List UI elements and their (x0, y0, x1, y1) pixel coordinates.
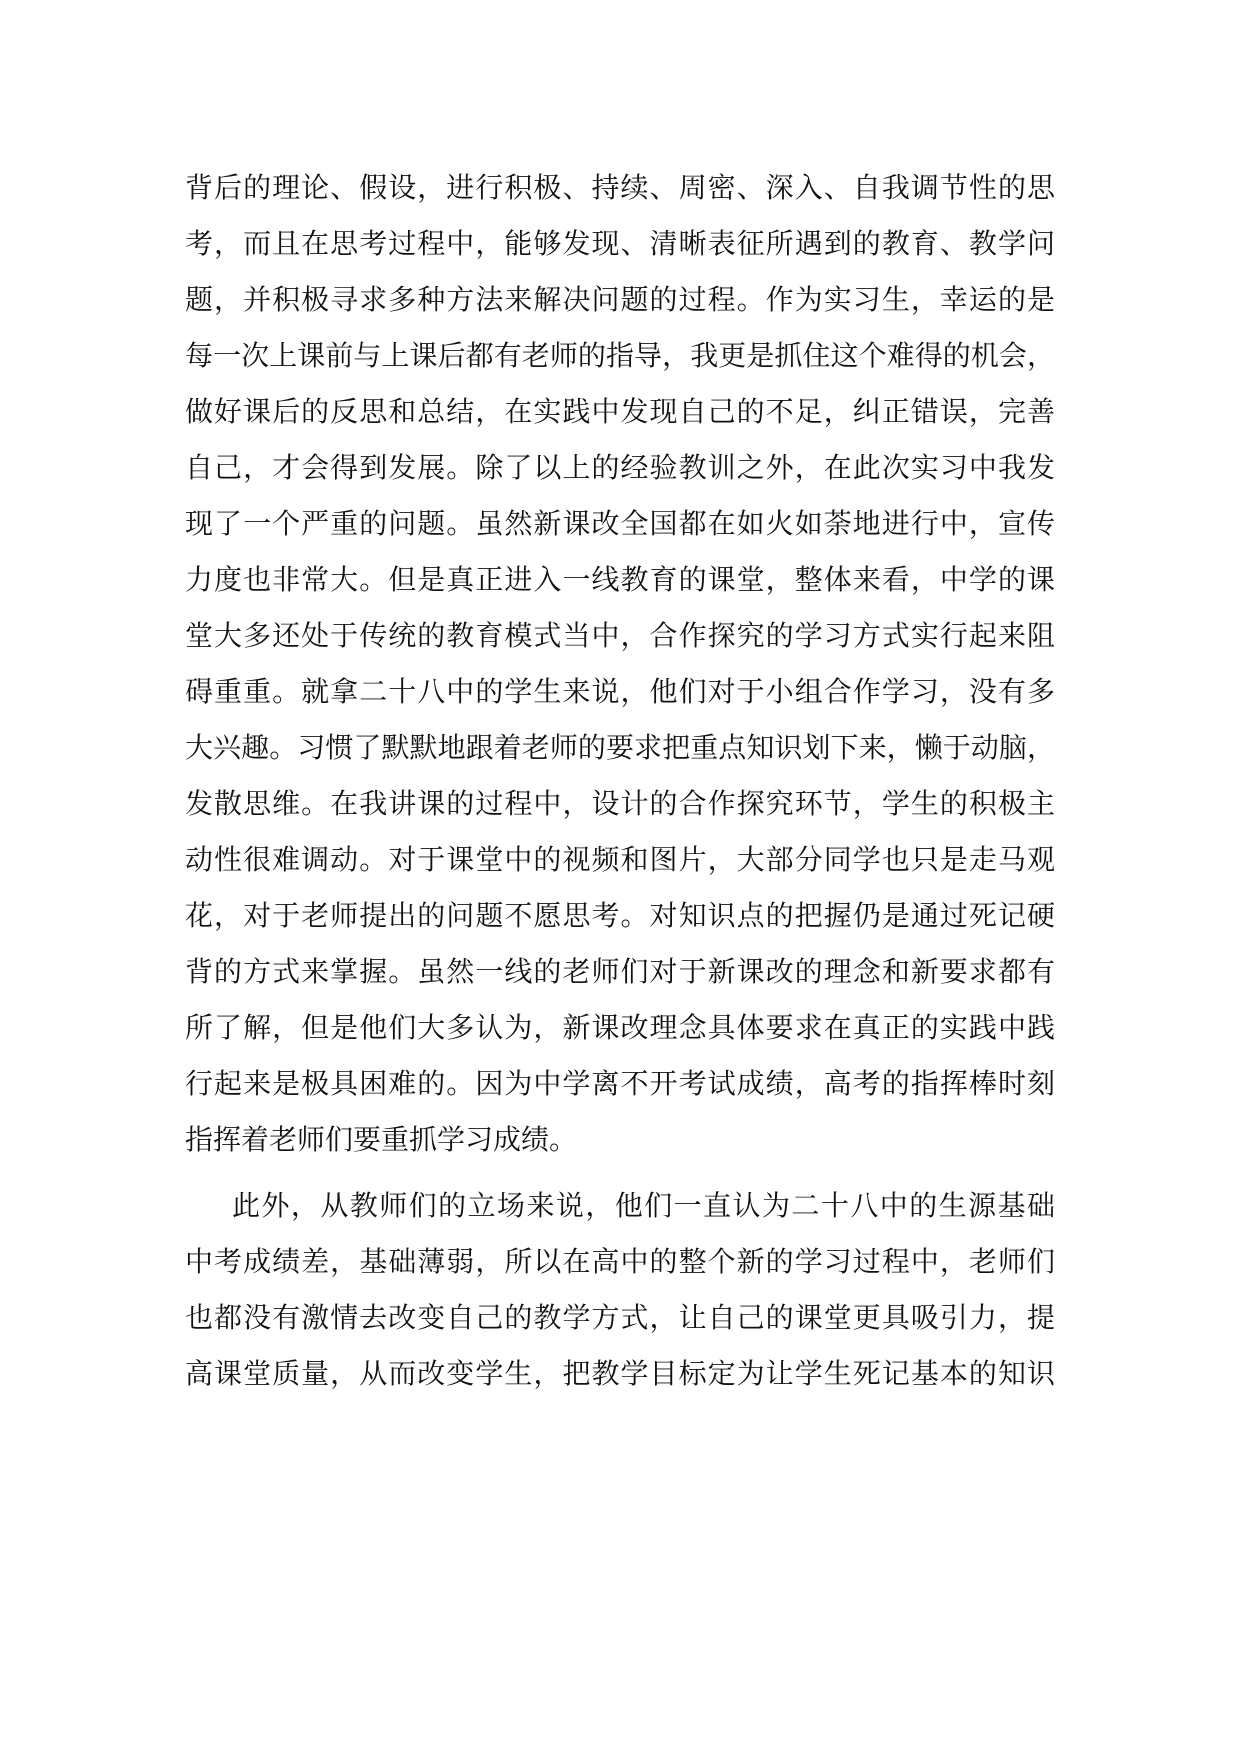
text-line: 自己，才会得到发展。除了以上的经验教训之外，在此次实习中我发 (185, 451, 1055, 484)
text-line: 考，而且在思考过程中，能够发现、清晰表征所遇到的教育、教学问 (185, 227, 1055, 260)
text-line: 中考成绩差，基础薄弱，所以在高中的整个新的学习过程中，老师们 (185, 1245, 1055, 1278)
text-line: 也都没有激情去改变自己的教学方式，让自己的课堂更具吸引力，提 (185, 1301, 1055, 1334)
text-line: 指挥着老师们要重抓学习成绩。 (185, 1123, 578, 1156)
text-line: 题，并积极寻求多种方法来解决问题的过程。作为实习生，幸运的是 (185, 283, 1055, 316)
text-line: 做好课后的反思和总结，在实践中发现自己的不足，纠正错误，完善 (185, 395, 1055, 428)
text-line: 高课堂质量，从而改变学生，把教学目标定为让学生死记基本的知识 (185, 1357, 1055, 1390)
paragraph-2 (185, 1178, 1055, 1402)
text-line: 所了解，但是他们大多认为，新课改理念具体要求在真正的实践中践 (185, 1011, 1055, 1044)
text-line: 碍重重。就拿二十八中的学生来说，他们对于小组合作学习，没有多 (185, 675, 1055, 708)
text-line: 发散思维。在我讲课的过程中，设计的合作探究环节，学生的积极主 (185, 787, 1055, 820)
text-line: 此外，从教师们的立场来说，他们一直认为二十八中的生源基础 (232, 1189, 1055, 1222)
text-line: 动性很难调动。对于课堂中的视频和图片，大部分同学也只是走马观 (185, 843, 1055, 876)
paragraph-1 (185, 160, 1055, 1168)
paragraph-gap (185, 1168, 1055, 1178)
text-line: 背的方式来掌握。虽然一线的老师们对于新课改的理念和新要求都有 (185, 955, 1055, 988)
text-line: 每一次上课前与上课后都有老师的指导，我更是抓住这个难得的机会， (185, 339, 1055, 372)
text-line: 堂大多还处于传统的教育模式当中，合作探究的学习方式实行起来阻 (185, 619, 1055, 652)
text-line: 行起来是极具困难的。因为中学离不开考试成绩，高考的指挥棒时刻 (185, 1067, 1055, 1100)
text-line: 背后的理论、假设，进行积极、持续、周密、深入、自我调节性的思 (185, 171, 1055, 204)
text-line: 大兴趣。习惯了默默地跟着老师的要求把重点知识划下来，懒于动脑， (185, 731, 1055, 764)
text-line: 花，对于老师提出的问题不愿思考。对知识点的把握仍是通过死记硬 (185, 899, 1055, 932)
document-body (185, 160, 1055, 1402)
text-line: 力度也非常大。但是真正进入一线教育的课堂，整体来看，中学的课 (185, 563, 1055, 596)
text-line: 现了一个严重的问题。虽然新课改全国都在如火如荼地进行中，宣传 (185, 507, 1055, 540)
